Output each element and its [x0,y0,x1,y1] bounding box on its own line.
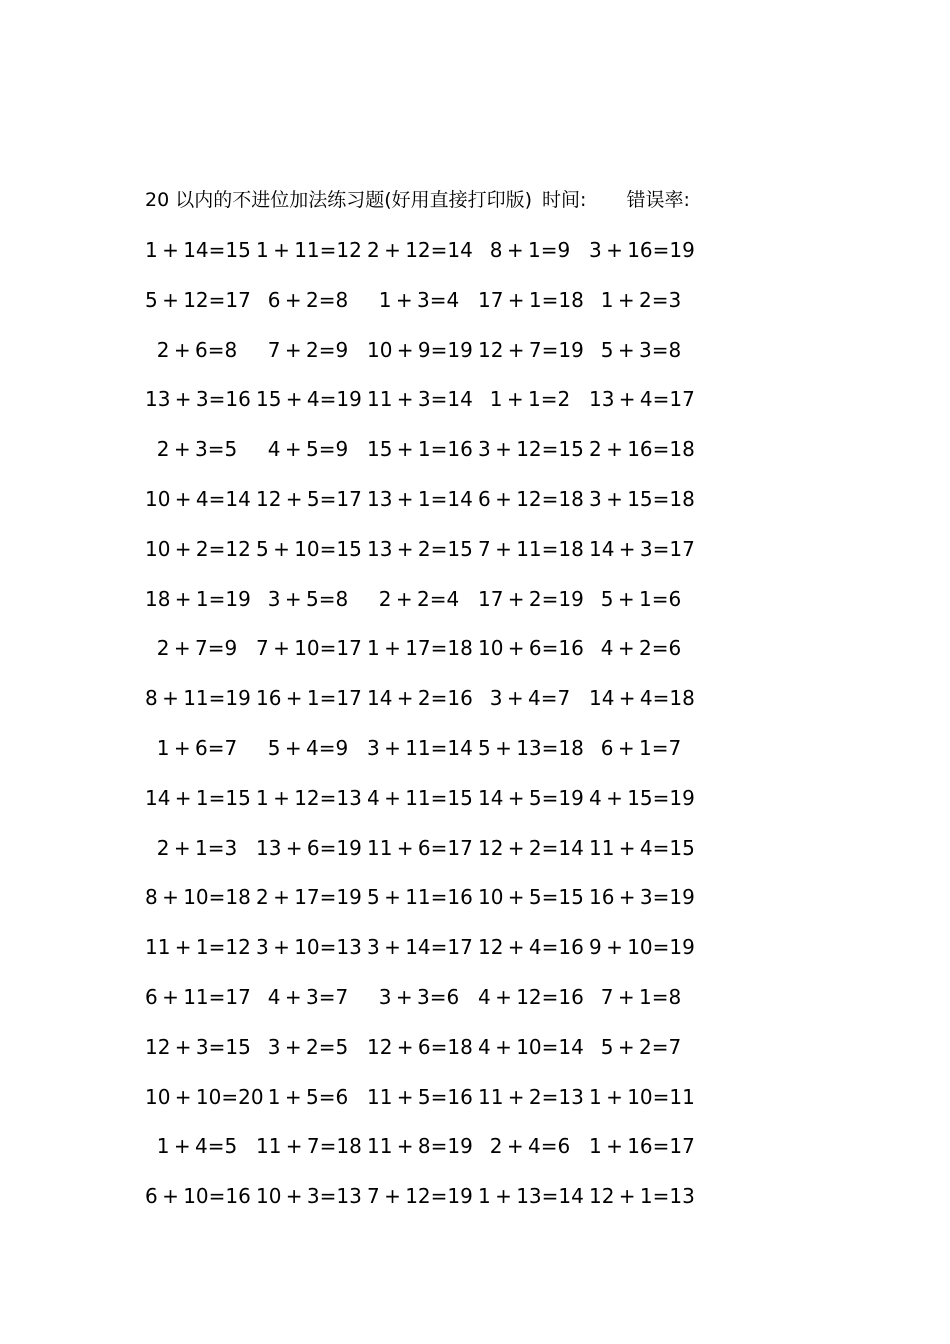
problem-cell: 7 + 12=19 [367,1184,473,1209]
problem-cell: 13 + 1=14 [367,486,473,511]
problem-cell: 3 + 3=6 [378,984,460,1009]
problem-cell: 6 + 11=17 [145,984,251,1009]
problem-cell: 11 + 7=18 [256,1134,362,1159]
problem-cell: 4 + 3=7 [267,984,349,1009]
problem-cell: 7 + 10=17 [256,636,362,661]
problem-cell: 13 + 2=15 [367,536,473,561]
problem-cell: 3 + 16=19 [589,238,695,262]
problem-cell: 15 + 4=19 [256,387,362,412]
problem-cell: 2 + 16=18 [589,437,695,462]
problem-cell: 10 + 4=14 [145,486,251,511]
problem-cell: 10 + 6=16 [478,636,584,661]
problem-cell: 11 + 1=12 [145,935,251,960]
problem-cell: 1 + 16=17 [589,1134,695,1159]
problem-cell: 12 + 3=15 [145,1034,251,1059]
problem-cell: 15 + 1=16 [367,437,473,462]
problem-cell: 3 + 15=18 [589,486,695,511]
problem-cell: 2 + 3=5 [156,437,238,462]
problem-cell: 4 + 11=15 [367,785,473,810]
problem-cell: 10 + 9=19 [367,337,473,362]
problem-cell: 1 + 5=6 [267,1084,349,1109]
problem-cell: 14 + 5=19 [478,785,584,810]
problem-cell: 2 + 7=9 [156,636,238,661]
problem-cell: 18 + 1=19 [145,586,251,611]
problem-cell: 12 + 2=14 [478,835,584,860]
problem-cell: 11 + 8=19 [367,1134,473,1159]
problem-cell: 5 + 2=7 [600,1034,682,1059]
problem-cell: 13 + 6=19 [256,835,362,860]
problem-cell: 6 + 1=7 [600,735,682,760]
problem-cell: 8 + 11=19 [145,686,251,711]
problem-cell: 3 + 11=14 [367,735,473,760]
problem-cell: 17 + 1=18 [478,287,584,312]
problem-cell: 14 + 1=15 [145,785,251,810]
problem-cell: 14 + 3=17 [589,536,695,561]
problem-cell: 10 + 5=15 [478,885,584,910]
problem-cell: 1 + 14=15 [145,238,251,262]
problem-cell: 12 + 7=19 [478,337,584,362]
problem-cell: 7 + 2=9 [267,337,349,362]
problem-cell: 1 + 1=2 [489,387,571,412]
problem-cell: 1 + 17=18 [367,636,473,661]
problem-cell: 11 + 2=13 [478,1084,584,1109]
problem-cell: 6 + 10=16 [145,1184,251,1209]
problem-cell: 4 + 15=19 [589,785,695,810]
problem-cell: 3 + 10=13 [256,935,362,960]
problem-cell: 14 + 2=16 [367,686,473,711]
problem-cell: 3 + 12=15 [478,437,584,462]
problem-cell: 1 + 6=7 [156,735,238,760]
problem-cell: 2 + 4=6 [489,1134,571,1159]
problem-cell: 1 + 4=5 [156,1134,238,1159]
problem-cell: 1 + 3=4 [378,287,460,312]
problem-cell: 11 + 3=14 [367,387,473,412]
problem-cell: 13 + 3=16 [145,387,251,412]
problem-cell: 17 + 2=19 [478,586,584,611]
problem-cell: 6 + 12=18 [478,486,584,511]
problem-cell: 12 + 6=18 [367,1034,473,1059]
problem-cell: 16 + 1=17 [256,686,362,711]
problem-cell: 1 + 11=12 [256,238,362,262]
problem-cell: 3 + 4=7 [489,686,571,711]
problem-cell: 2 + 12=14 [367,238,473,262]
problem-cell: 11 + 5=16 [367,1084,473,1109]
problem-cell: 2 + 6=8 [156,337,238,362]
problem-cell: 9 + 10=19 [589,935,695,960]
problem-cell: 11 + 4=15 [589,835,695,860]
problem-cell: 14 + 4=18 [589,686,695,711]
problem-cell: 10 + 3=13 [256,1184,362,1209]
time-label: 时间: [542,189,587,211]
problem-cell: 6 + 2=8 [267,287,349,312]
problem-cell: 1 + 13=14 [478,1184,584,1209]
problem-cell: 7 + 11=18 [478,536,584,561]
problem-cell: 5 + 11=16 [367,885,473,910]
problem-cell: 4 + 12=16 [478,984,584,1009]
problem-cell: 4 + 2=6 [600,636,682,661]
error-rate-label: 错误率: [626,189,690,211]
problem-cell: 3 + 2=5 [267,1034,349,1059]
problem-cell: 3 + 5=8 [267,586,349,611]
problem-cell: 13 + 4=17 [589,387,695,412]
problem-cell: 11 + 6=17 [367,835,473,860]
problem-cell: 5 + 3=8 [600,337,682,362]
worksheet-header [145,186,690,214]
problem-cell: 1 + 12=13 [256,785,362,810]
problem-cell: 4 + 10=14 [478,1034,584,1059]
problem-cell: 5 + 12=17 [145,287,251,312]
problem-cell: 1 + 2=3 [600,287,682,312]
problem-cell: 1 + 10=11 [589,1084,695,1109]
problem-cell: 5 + 1=6 [600,586,682,611]
problem-cell: 7 + 1=8 [600,984,682,1009]
problem-cell: 3 + 14=17 [367,935,473,960]
problem-cell: 2 + 17=19 [256,885,362,910]
problem-cell: 10 + 2=12 [145,536,251,561]
problem-cell: 2 + 1=3 [156,835,238,860]
problem-cell: 2 + 2=4 [378,586,460,611]
problem-cell: 4 + 5=9 [267,437,349,462]
problem-cell: 8 + 10=18 [145,885,251,910]
problem-cell: 12 + 4=16 [478,935,584,960]
worksheet-title: 20 以内的不进位加法练习题(好用直接打印版) [145,189,533,211]
problem-cell: 12 + 1=13 [589,1184,695,1209]
problem-cell: 5 + 4=9 [267,735,349,760]
problem-cell: 5 + 10=15 [256,536,362,561]
problem-cell: 16 + 3=19 [589,885,695,910]
problem-cell: 8 + 1=9 [489,238,571,262]
problem-cell: 5 + 13=18 [478,735,584,760]
problem-cell: 12 + 5=17 [256,486,362,511]
problem-cell: 10 + 10=20 [145,1084,264,1109]
